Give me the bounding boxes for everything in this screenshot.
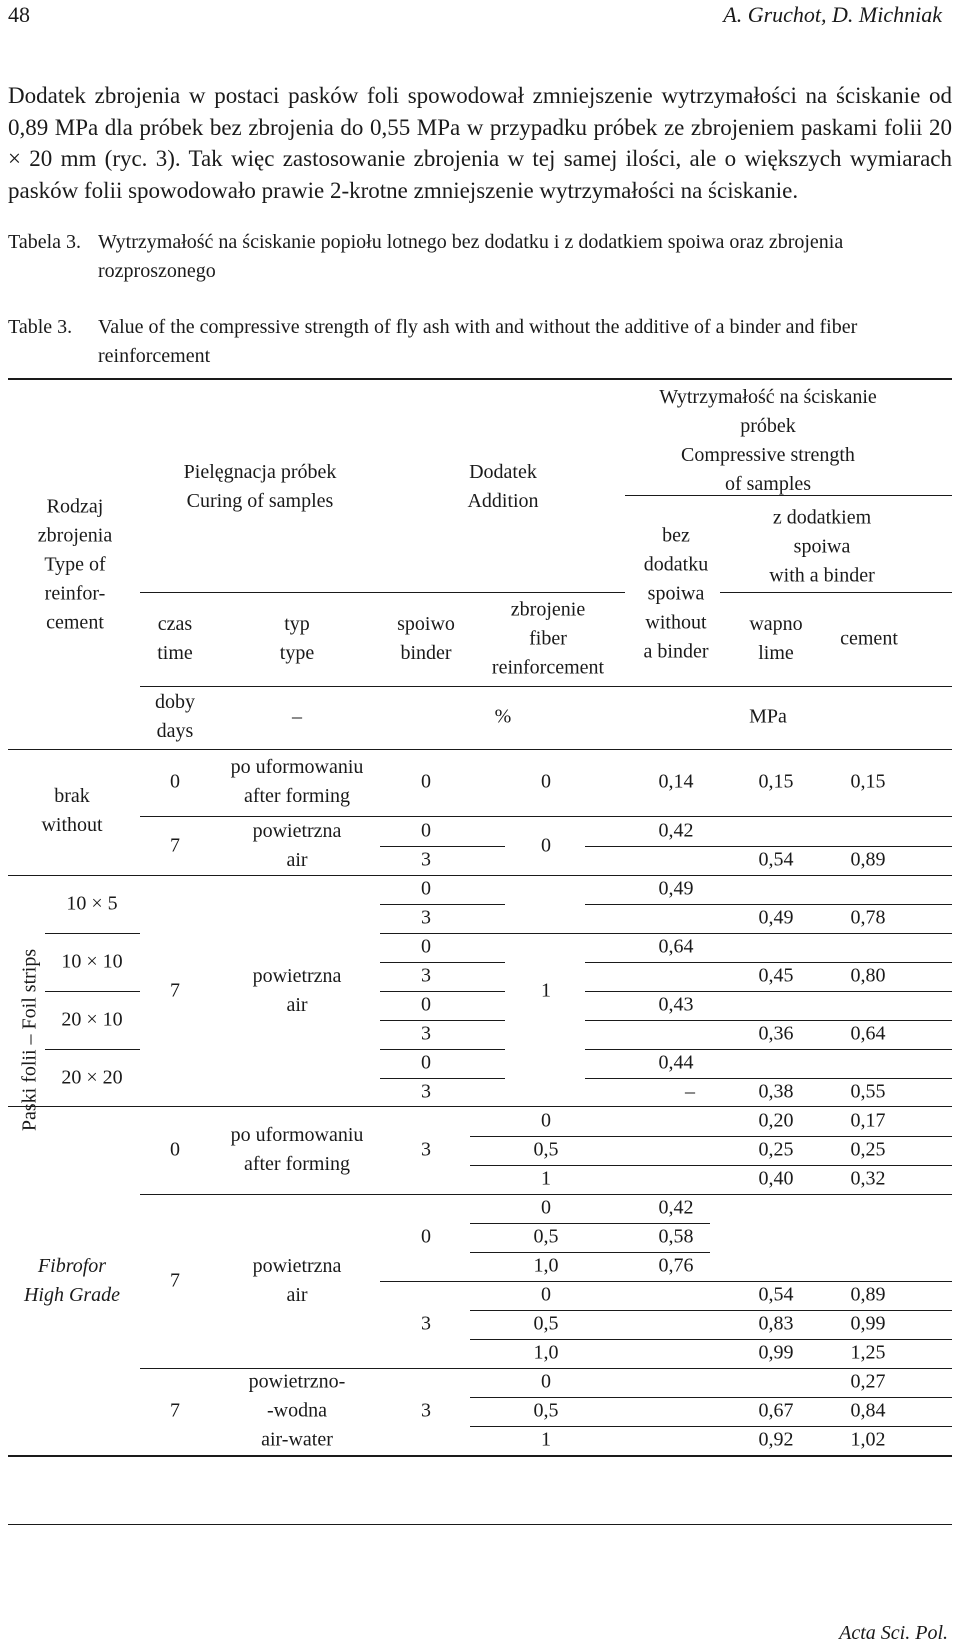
lime-value: 0,20 bbox=[758, 1109, 794, 1132]
cement-value: 0,99 bbox=[850, 1312, 886, 1335]
rule-row-9b bbox=[585, 1049, 952, 1050]
cement-value: 0,78 bbox=[850, 906, 886, 929]
lime-value: 0,15 bbox=[758, 770, 794, 793]
fiber-value: 1,0 bbox=[533, 1254, 559, 1277]
fiber-value: 0,5 bbox=[533, 1312, 559, 1335]
fiber-value: 0 bbox=[541, 1283, 551, 1306]
time-value: 7 bbox=[170, 1269, 180, 1292]
rule-row-9a bbox=[380, 1049, 505, 1050]
cement-value: 0,89 bbox=[850, 848, 886, 871]
fiber-value: 0 bbox=[541, 770, 551, 793]
rule-strip-2 bbox=[45, 991, 140, 992]
fiber-value: 1 bbox=[541, 1428, 551, 1451]
fiber-value: 0 bbox=[541, 1196, 551, 1219]
cement-value: 0,15 bbox=[850, 770, 886, 793]
cement-value: 0,17 bbox=[850, 1109, 886, 1132]
header-binder: spoiwo binder bbox=[397, 613, 455, 664]
header-without-binder: bez dodatku spoiwa without a binder bbox=[643, 524, 709, 663]
group-without: brak without bbox=[41, 785, 103, 836]
lime-value: 0,54 bbox=[758, 848, 794, 871]
binder-value: 3 bbox=[421, 1022, 431, 1045]
binder-value: 0 bbox=[421, 819, 431, 842]
cement-value: 0,64 bbox=[850, 1022, 886, 1045]
binder-value: 3 bbox=[421, 1080, 431, 1103]
lime-value: 0,67 bbox=[758, 1399, 794, 1422]
fiber-value: 0,5 bbox=[533, 1138, 559, 1161]
rule-row-11 bbox=[8, 1106, 952, 1107]
binder-value: 3 bbox=[421, 1399, 431, 1422]
no-binder-value: 0,58 bbox=[658, 1225, 694, 1248]
running-head-authors: A. Gruchot, D. Michniak bbox=[723, 2, 942, 27]
table-caption-en bbox=[8, 313, 952, 371]
caption-label-en: Table 3. bbox=[8, 316, 73, 338]
caption-text-pl: Wytrzymałość na ściskanie popiołu lotnego bez dodatku i z dodatkiem spoiwa oraz zbrojenia rozproszonego bbox=[98, 231, 844, 282]
header-with-binder: z dodatkiem spoiwa with a binder bbox=[769, 506, 875, 587]
dash-value: – bbox=[685, 1080, 695, 1103]
rule-strip-1 bbox=[45, 933, 140, 934]
lime-value: 0,49 bbox=[758, 906, 794, 929]
rule-row-10a bbox=[380, 1078, 505, 1079]
header-cement: cement bbox=[840, 627, 898, 650]
no-binder-value: 0,42 bbox=[658, 819, 694, 842]
binder-value: 0 bbox=[421, 877, 431, 900]
rule-row-4a bbox=[380, 904, 505, 905]
group-fibrofor: Fibrofor High Grade bbox=[23, 1255, 121, 1306]
lime-value: 0,54 bbox=[758, 1283, 794, 1306]
cement-value: 0,32 bbox=[850, 1167, 886, 1190]
fiber-value: 0,5 bbox=[533, 1399, 559, 1422]
rule-header-bottom bbox=[8, 749, 952, 750]
journal-footer: Acta Sci. Pol. bbox=[839, 1622, 948, 1644]
header-time: czas time bbox=[157, 613, 193, 664]
cement-value: 0,55 bbox=[850, 1080, 886, 1103]
curing-air-water: powietrzno- -wodna air-water bbox=[248, 1370, 346, 1451]
binder-value: 0 bbox=[421, 1051, 431, 1074]
binder-value: 3 bbox=[421, 964, 431, 987]
binder-value: 0 bbox=[421, 993, 431, 1016]
no-binder-value: 0,64 bbox=[658, 935, 694, 958]
cement-value: 0,80 bbox=[850, 964, 886, 987]
table-top-rule bbox=[8, 378, 952, 380]
strip-size: 20 × 20 bbox=[61, 1066, 123, 1089]
cement-value: 1,02 bbox=[850, 1428, 886, 1451]
fiber-value: 1 bbox=[541, 979, 551, 1002]
curing-after-forming: po uformowaniu after forming bbox=[230, 1124, 364, 1175]
binder-value: 3 bbox=[421, 1138, 431, 1161]
fiber-value: 0 bbox=[541, 834, 551, 857]
lime-value: 0,99 bbox=[758, 1341, 794, 1364]
page-footer-rule bbox=[8, 1524, 952, 1525]
rule-row-3 bbox=[8, 875, 952, 876]
rule-strip-3 bbox=[45, 1049, 140, 1050]
header-curing-type: typ type bbox=[279, 613, 315, 664]
binder-value: 3 bbox=[421, 848, 431, 871]
binder-value: 0 bbox=[421, 935, 431, 958]
binder-value: 0 bbox=[421, 770, 431, 793]
cement-value: 0,84 bbox=[850, 1399, 886, 1422]
strip-size: 20 × 10 bbox=[61, 1008, 123, 1031]
unit-mpa: MPa bbox=[749, 705, 787, 728]
header-lime: wapno lime bbox=[749, 613, 803, 664]
rule-curing-sub bbox=[140, 592, 625, 593]
header-fiber-reinforcement: zbrojenie fiber reinforcement bbox=[491, 598, 605, 679]
unit-percent: % bbox=[494, 705, 512, 728]
rule-row-6a bbox=[380, 962, 505, 963]
curing-after-forming: po uformowaniu after forming bbox=[230, 756, 364, 807]
strip-size: 10 × 5 bbox=[66, 892, 118, 915]
table-bottom-rule bbox=[8, 1455, 952, 1457]
header-compressive-strength: Wytrzymałość na ściskanie próbek Compressive strength of samples bbox=[659, 386, 877, 495]
header-reinforcement-type: Rodzaj zbrojenia Type of reinfor- cement bbox=[37, 495, 113, 634]
time-value: 7 bbox=[170, 834, 180, 857]
page-number: 48 bbox=[8, 2, 30, 27]
table-caption-pl bbox=[8, 228, 952, 286]
body-paragraph: Dodatek zbrojenia w postaci pasków foli spowodował zmniejszenie wytrzymałości na ściskanie od 0,89 MPa dla próbek bez zbrojenia do 0,55 MPa w przypadku próbek ze zbrojeniem paskami folii 20 × 20 mm (ryc. 3). Tak więc zastosowanie zbrojenia w tej samej ilości, ale o większych wymiarach pasków folii spowodowało prawie 2-krotne zmniejszenie wytrzymałości na ściskanie. bbox=[8, 83, 952, 203]
header-curing: Pielęgnacja próbek Curing of samples bbox=[183, 461, 337, 512]
rule-row-7b bbox=[585, 991, 952, 992]
unit-days: doby days bbox=[155, 691, 195, 742]
curing-air: powietrzna air bbox=[252, 1255, 342, 1306]
lime-value: 0,40 bbox=[758, 1167, 794, 1190]
lime-value: 0,45 bbox=[758, 964, 794, 987]
cement-value: 0,27 bbox=[850, 1370, 886, 1393]
rule-binder-sub bbox=[720, 592, 952, 593]
lime-value: 0,83 bbox=[758, 1312, 794, 1335]
rule-row-8a bbox=[380, 1020, 505, 1021]
fiber-value: 1 bbox=[541, 1167, 551, 1190]
caption-text-en: Value of the compressive strength of fly ash with and without the additive of a binder and fiber reinforcement bbox=[98, 316, 858, 367]
no-binder-value: 0,76 bbox=[658, 1254, 694, 1277]
lime-value: 0,25 bbox=[758, 1138, 794, 1161]
no-binder-value: 0,43 bbox=[658, 993, 694, 1016]
fiber-value: 0 bbox=[541, 1109, 551, 1132]
strip-size: 10 × 10 bbox=[61, 950, 123, 973]
cement-value: 0,89 bbox=[850, 1283, 886, 1306]
time-value: 7 bbox=[170, 979, 180, 1002]
no-binder-value: 0,14 bbox=[658, 770, 694, 793]
curing-air: powietrzna air bbox=[252, 820, 342, 871]
rule-row-2a bbox=[380, 846, 505, 847]
lime-value: 0,38 bbox=[758, 1080, 794, 1103]
fiber-value: 0,5 bbox=[533, 1225, 559, 1248]
curing-air: powietrzna air bbox=[252, 965, 342, 1016]
no-binder-value: 0,49 bbox=[658, 877, 694, 900]
cement-value: 0,25 bbox=[850, 1138, 886, 1161]
time-value: 7 bbox=[170, 1399, 180, 1422]
header-addition: Dodatek Addition bbox=[467, 461, 539, 512]
time-value: 0 bbox=[170, 1138, 180, 1161]
no-binder-value: 0,42 bbox=[658, 1196, 694, 1219]
rule-row-7a bbox=[380, 991, 505, 992]
time-value: 0 bbox=[170, 770, 180, 793]
binder-value: 3 bbox=[421, 1312, 431, 1335]
rule-units bbox=[140, 686, 952, 687]
lime-value: 0,36 bbox=[758, 1022, 794, 1045]
binder-value: 3 bbox=[421, 906, 431, 929]
fiber-value: 1,0 bbox=[533, 1341, 559, 1364]
no-binder-value: 0,44 bbox=[658, 1051, 694, 1074]
binder-value: 0 bbox=[421, 1225, 431, 1248]
unit-dash: – bbox=[292, 705, 302, 728]
group-foil-strips-label: Paski folii – Foil strips bbox=[18, 948, 41, 1132]
cement-value: 1,25 bbox=[850, 1341, 886, 1364]
lime-value: 0,92 bbox=[758, 1428, 794, 1451]
fiber-value: 0 bbox=[541, 1370, 551, 1393]
caption-label-pl: Tabela 3. bbox=[8, 231, 82, 253]
